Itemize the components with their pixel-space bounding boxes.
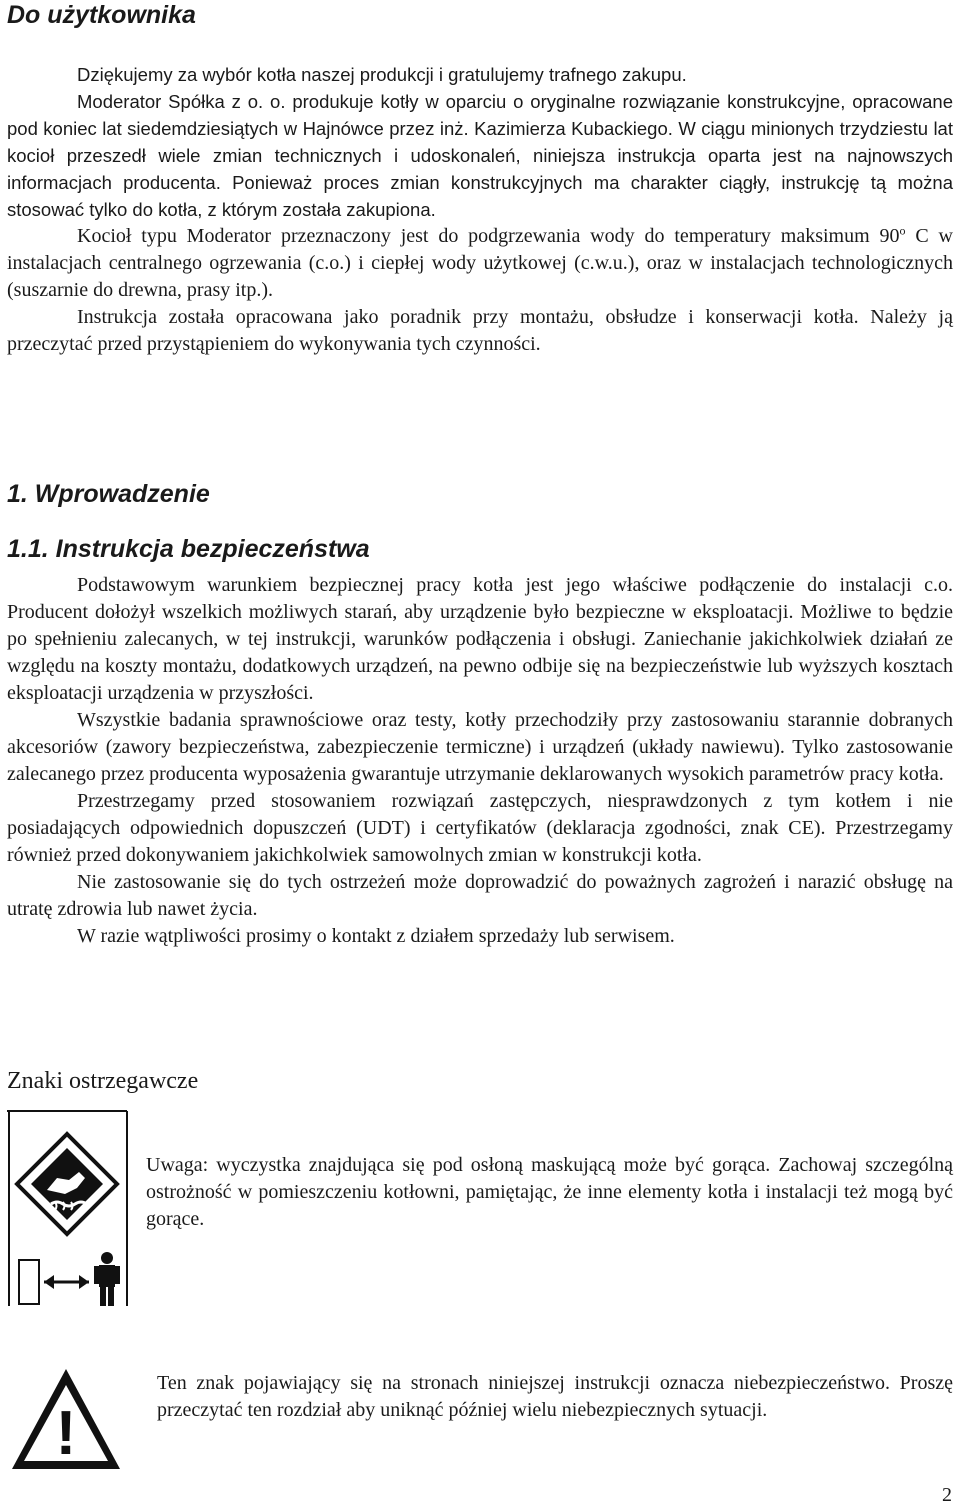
purpose-text-a: Kocioł typu Moderator przeznaczony jest do podgrzewania wody do temperatury maksimum 90 — [77, 225, 900, 247]
section-heading-safety: 1.1. Instrukcja bezpieczeństwa — [7, 535, 370, 563]
intro-paragraph-manual: Instrukcja została opracowana jako poradnik przy montażu, obsłudze i konserwacji kotła. Należy ją przeczytać przed przystąpieniem do wykonywania tych czynności. — [7, 306, 953, 355]
intro-paragraph-purpose — [7, 223, 953, 304]
intro-paragraph-history: Moderator Spółka z o. o. produkuje kotły w oparciu o oryginalne rozwiązanie konstrukcyjne, opracowane pod koniec lat siedemdziesiątych w Hajnówce przez inż. Kazimierza Kubackiego. W ciągu minionych trzydziestu lat kocioł przeszedł wiele zmian technicznych i udoskonaleń, niniejsza instrukcja oparta jest na najnowszych informacjach producenta. Ponieważ proces zmian konstrukcyjnych ma charakter ciągły, instrukcję tą można stosować tylko do kotła, z którym została zakupiona. — [7, 91, 953, 220]
safety-paragraph-contact: W razie wątpliwości prosimy o kontakt z działem sprzedaży lub serwisem. — [77, 925, 675, 947]
purpose-text-b: C w instalacjach centralnego ogrzewania (c.o.) i ciepłej wody użytkowej (c.w.u.), oraz w instalacjach technologicznych (suszarnie do drewna, prasy itp.). — [7, 225, 953, 301]
intro-paragraph-thanks: Dziękujemy za wybór kotła naszej produkcji i gratulujemy trafnego zakupu. — [77, 64, 687, 85]
warning-hot-surface-text — [146, 1152, 953, 1233]
degree-superscript: o — [899, 223, 906, 238]
warning-exclamation: ! — [55, 1399, 77, 1468]
hot-surface-sign — [7, 1108, 129, 1308]
general-warning-sign — [8, 1365, 124, 1475]
warnings-heading: Znaki ostrzegawcze — [7, 1068, 199, 1094]
safety-section — [7, 572, 953, 950]
page-title: Do użytkownika — [7, 1, 196, 29]
section-heading-introduction: 1. Wprowadzenie — [7, 480, 210, 508]
page-number: 2 — [942, 1484, 952, 1506]
safety-paragraph-connection: Podstawowym warunkiem bezpiecznej pracy kotła jest jego właściwe podłączenie do instalacji c.o. Producent dołożył wszelkich możliwych starań, aby urządzenie było bezpieczne w eksploatacji. Możliwe to będzie po spełnieniu zalecanych, w tej instrukcji, warunków podłączenia i obsługi. Zaniechanie jakichkolwiek działań ze względu na koszty montażu, dodatkowych urządzeń, na pewno odbije się na bezpieczeństwie lub wyższych kosztach eksploatacji urządzenia w przyszłości. — [7, 574, 953, 704]
safety-paragraph-tests: Wszystkie badania sprawnościowe oraz testy, kotły przechodziły przy zastosowaniu starannie dobranych akcesoriów (zawory bezpieczeństwa, zabezpieczenie termiczne) i urządzeń (układy nawiewu). Tylko zastosowanie zalecanego przez producenta wyposażenia gwarantuje utrzymanie deklarowanych wysokich parametrów pracy kotła. — [7, 709, 953, 785]
general-warning-icon — [8, 1365, 124, 1475]
intro-section — [7, 61, 953, 358]
safety-distance-icon — [17, 1250, 127, 1306]
safety-paragraph-substitutes: Przestrzegamy przed stosowaniem rozwiązań zastępczych, niesprawdzonych z tym kotłem i nie posiadających odpowiednich dopuszczeń (UDT) i certyfikatów (deklaracja zgodności, znak CE). Przestrzegamy również przed dokonywaniem jakichkolwiek samowolnych zmian w konstrukcji kotła. — [7, 790, 953, 866]
warning-hot-surface-paragraph: Uwaga: wyczystka znajdująca się pod osłoną maskującą może być gorąca. Zachowaj szczególną ostrożność w pomieszczeniu kotłowni, pamiętając, że inne elementy kotła i instalacji też mogą być gorące. — [146, 1154, 953, 1230]
warning-general-text — [157, 1370, 953, 1424]
warning-general-paragraph: Ten znak pojawiający się na stronach niniejszej instrukcji oznacza niebezpieczeństwo. Proszę przeczytać ten rozdział aby uniknąć później wielu niebezpiecznych sytuacji. — [157, 1372, 953, 1421]
safety-paragraph-consequences: Nie zastosowanie się do tych ostrzeżeń może doprowadzić do poważnych zagrożeń i narazić obsługę na utratę zdrowia lub nawet życia. — [7, 871, 953, 920]
